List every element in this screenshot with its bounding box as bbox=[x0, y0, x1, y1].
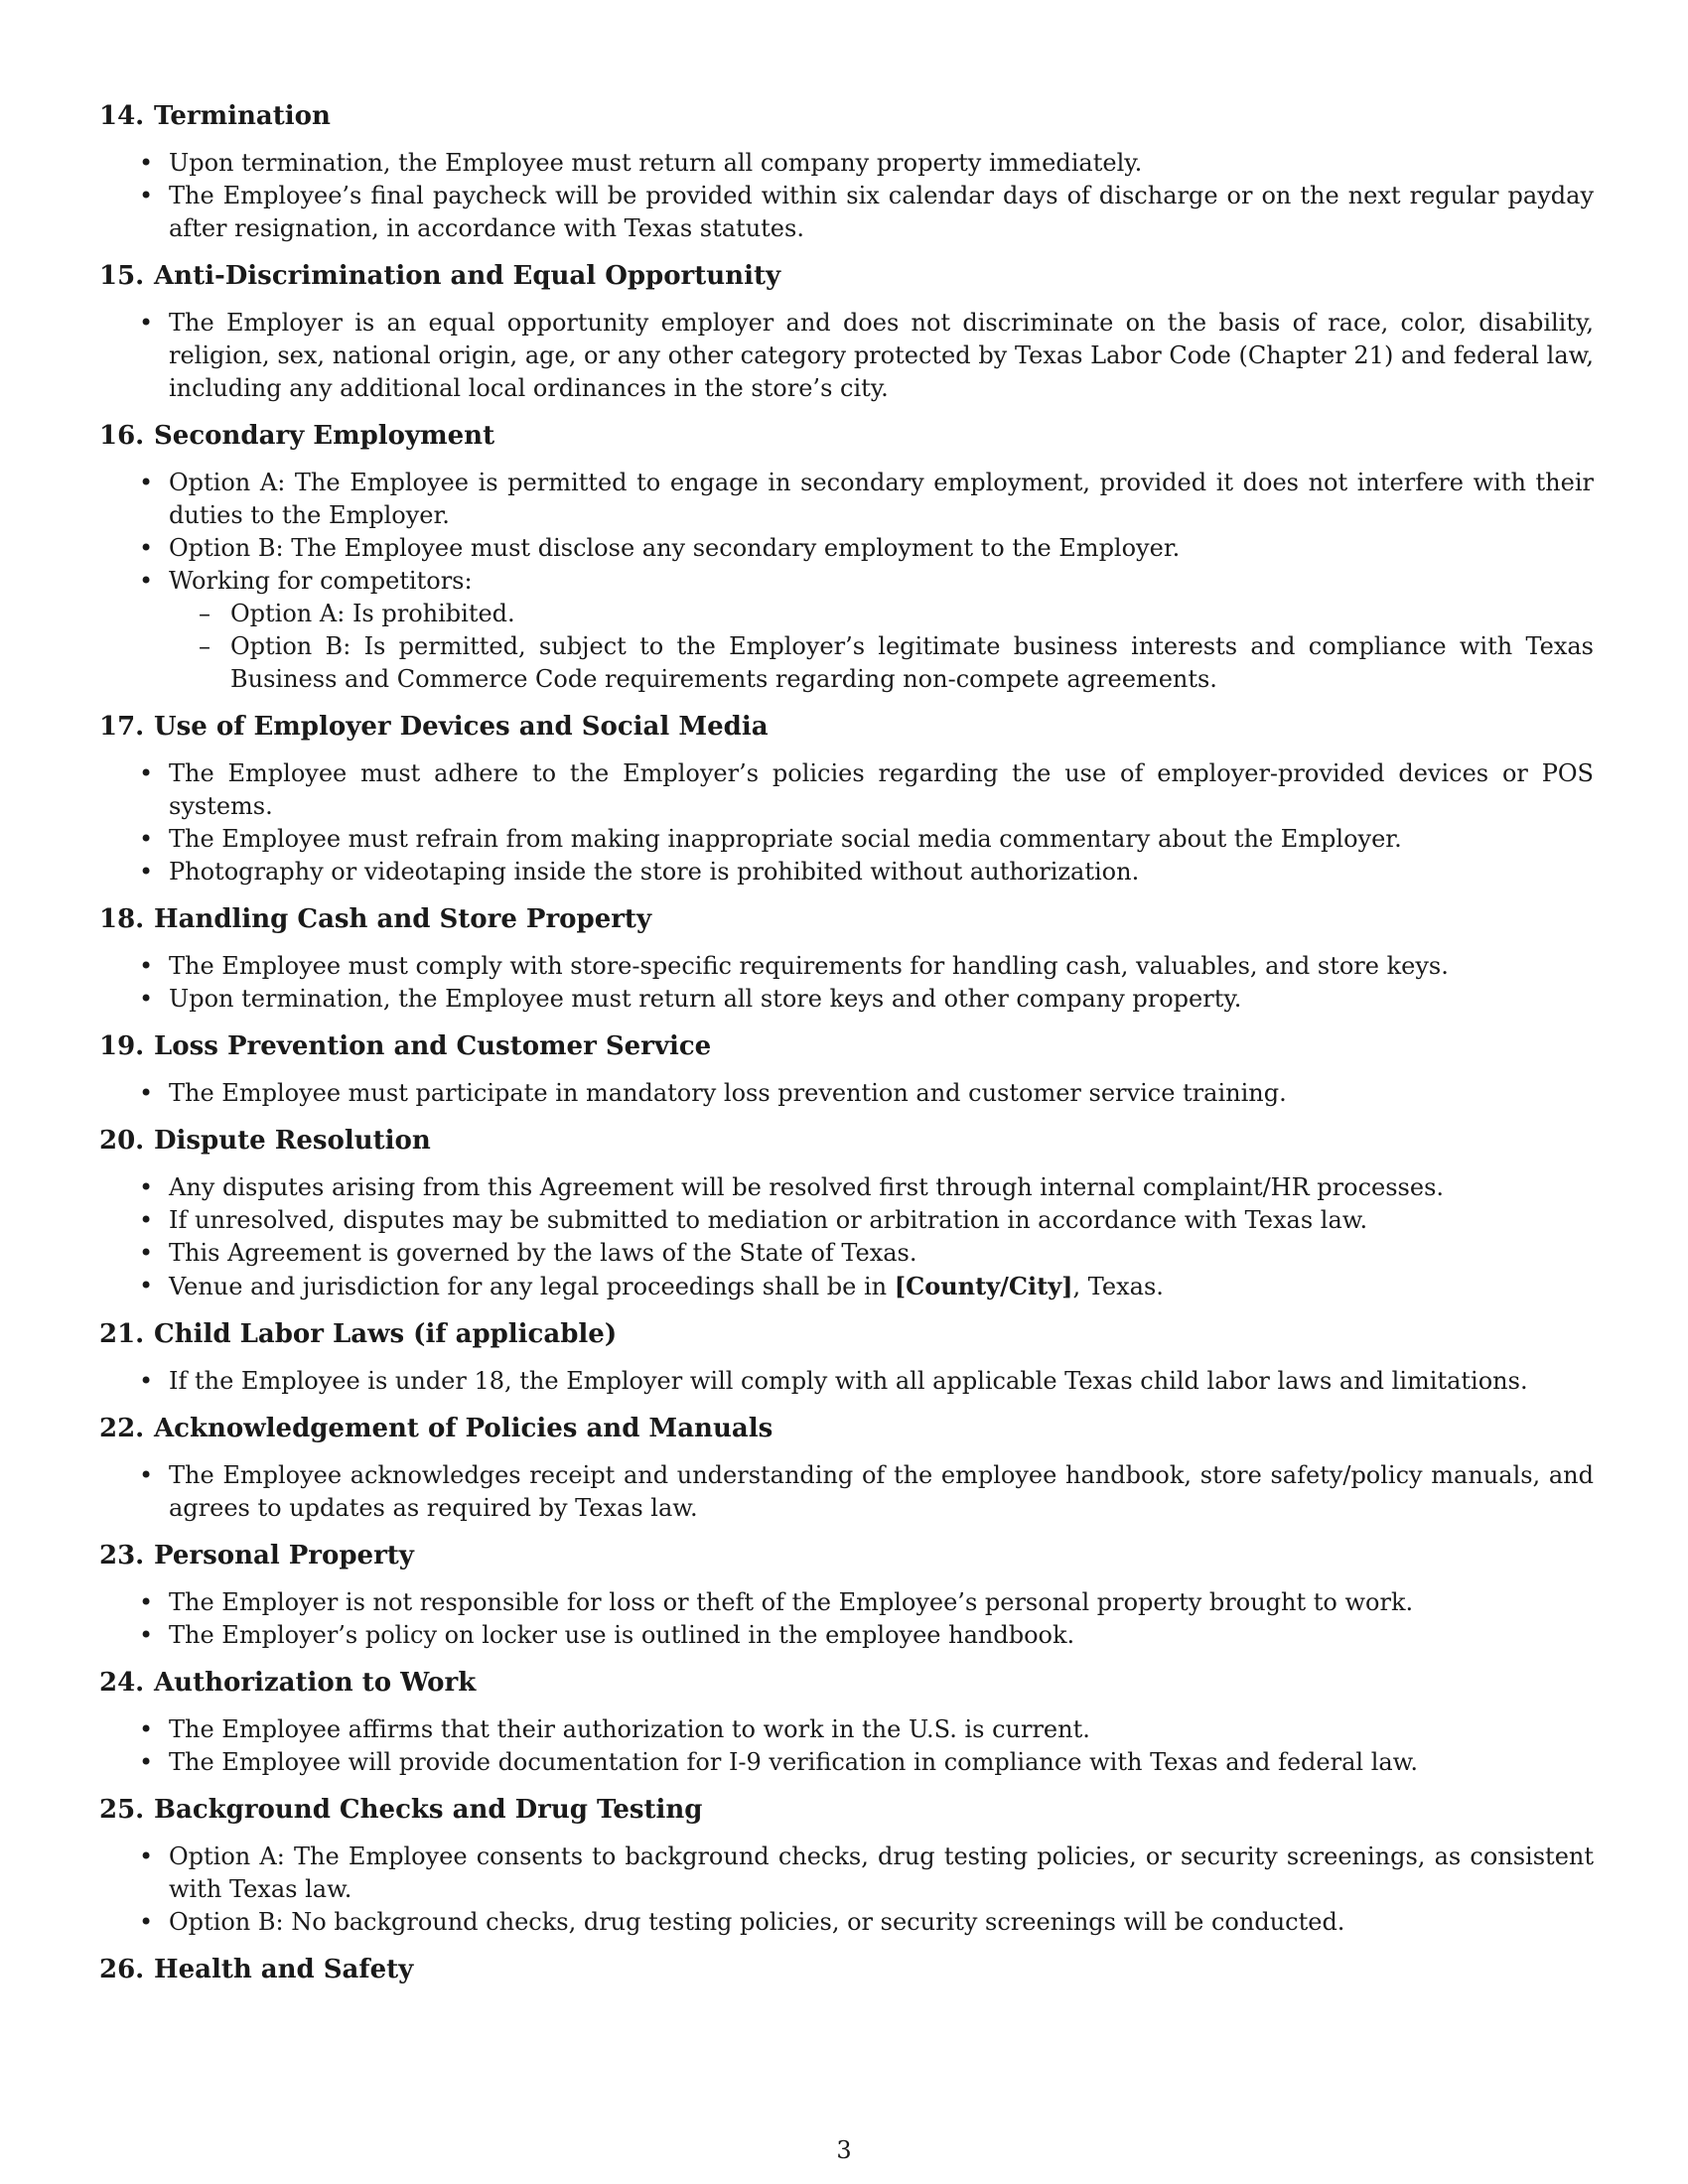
section-heading: 14. Termination bbox=[99, 101, 331, 131]
bullet-icon: • bbox=[139, 1843, 154, 1870]
sub-list-item: – Option A: Is prohibited. bbox=[169, 598, 1594, 630]
page-number: 3 bbox=[836, 2136, 852, 2164]
bullet-icon: • bbox=[139, 1173, 154, 1201]
bullet-icon: • bbox=[139, 149, 154, 177]
list-item: • The Employee will provide documentation for I-9 verification in compliance with Texas and federal law. bbox=[99, 1746, 1594, 1779]
bullet-icon: • bbox=[139, 309, 154, 337]
bullet-list bbox=[99, 757, 1594, 888]
bullet-icon: • bbox=[139, 1239, 154, 1267]
list-item: • The Employee must participate in mandatory loss prevention and customer service training. bbox=[99, 1077, 1594, 1110]
list-item: • Venue and jurisdiction for any legal proceedings shall be in [County/City], Texas. bbox=[139, 1272, 1164, 1300]
bullet-icon: • bbox=[139, 469, 154, 496]
section-heading: 26. Health and Safety bbox=[99, 1955, 414, 1984]
bullet-icon: • bbox=[139, 1748, 154, 1776]
bullet-icon: • bbox=[139, 182, 154, 209]
list-item: • The Employer is an equal opportunity employer and does not discriminate on the basis of race, color, disability, religion, sex, national origin, age, or any other category protected by Texas Labor Code (Chapter 21) and federal law, including any additional local ordinances in the store’s city. bbox=[139, 309, 1594, 402]
county-city-placeholder: [County/City] bbox=[894, 1272, 1073, 1300]
list-item: • Upon termination, the Employee must return all company property immediately. bbox=[99, 147, 1594, 180]
section-heading: 17. Use of Employer Devices and Social Media bbox=[99, 712, 769, 742]
bullet-icon: • bbox=[139, 1272, 154, 1299]
bullet-list bbox=[99, 1459, 1594, 1525]
bullet-icon: • bbox=[139, 985, 154, 1013]
list-item: • Option A: The Employee consents to background checks, drug testing policies, or security screenings, as consistent with Texas law. bbox=[139, 1843, 1594, 1903]
list-item: • The Employee acknowledges receipt and understanding of the employee handbook, store safety/policy manuals, and agrees to updates as required by Texas law. bbox=[139, 1461, 1594, 1522]
bullet-icon: • bbox=[139, 952, 154, 980]
dash-icon: – bbox=[199, 600, 211, 627]
sub-list-item: – Option B: Is permitted, subject to the Employer’s legitimate business interests and compliance with Texas Business and Commerce Code requirements regarding non-compete agreements. bbox=[199, 632, 1594, 693]
bullet-list bbox=[99, 1171, 1594, 1303]
list-item: • This Agreement is governed by the laws of the State of Texas. bbox=[99, 1237, 1594, 1270]
list-item: • The Employee affirms that their authorization to work in the U.S. is current. bbox=[99, 1713, 1594, 1746]
list-item: • If unresolved, disputes may be submitted to mediation or arbitration in accordance with Texas law. bbox=[99, 1204, 1594, 1237]
bullet-list bbox=[99, 950, 1594, 1016]
section-heading: 24. Authorization to Work bbox=[99, 1668, 477, 1698]
bullet-list bbox=[99, 1365, 1594, 1398]
list-item: • The Employee must adhere to the Employer’s policies regarding the use of employer-provided devices or POS systems. bbox=[139, 759, 1594, 820]
list-item: • The Employee must comply with store-specific requirements for handling cash, valuables, and store keys. bbox=[99, 950, 1594, 983]
bullet-list bbox=[99, 1713, 1594, 1779]
bullet-icon: • bbox=[139, 1621, 154, 1649]
bullet-icon: • bbox=[139, 1206, 154, 1234]
section-heading: 16. Secondary Employment bbox=[99, 421, 495, 451]
list-item: • The Employer is not responsible for loss or theft of the Employee’s personal property brought to work. bbox=[99, 1586, 1594, 1619]
section-heading: 18. Handling Cash and Store Property bbox=[99, 904, 652, 934]
section-heading: 19. Loss Prevention and Customer Service bbox=[99, 1031, 712, 1061]
bullet-icon: • bbox=[139, 534, 154, 562]
list-item: • Option A: The Employee is permitted to engage in secondary employment, provided it does not interfere with their duties to the Employer. bbox=[139, 469, 1594, 529]
bullet-icon: • bbox=[139, 567, 154, 595]
dash-icon: – bbox=[199, 632, 211, 660]
bullet-icon: • bbox=[139, 1367, 154, 1395]
list-item: • The Employee’s final paycheck will be provided within six calendar days of discharge or on the next regular payday after resignation, in accordance with Texas statutes. bbox=[139, 182, 1594, 242]
section-heading: 22. Acknowledgement of Policies and Manuals bbox=[99, 1414, 774, 1443]
bullet-icon: • bbox=[139, 858, 154, 886]
list-item: • The Employee must refrain from making inappropriate social media commentary about the Employer. bbox=[99, 823, 1594, 856]
document-page bbox=[99, 99, 1594, 2000]
section-heading: 23. Personal Property bbox=[99, 1541, 414, 1570]
bullet-icon: • bbox=[139, 759, 154, 787]
bullet-icon: • bbox=[139, 1908, 154, 1936]
bullet-icon: • bbox=[139, 1461, 154, 1489]
bullet-list bbox=[99, 1841, 1594, 1939]
bullet-list bbox=[99, 307, 1594, 405]
bullet-icon: • bbox=[139, 1715, 154, 1743]
section-heading: 25. Background Checks and Drug Testing bbox=[99, 1795, 703, 1825]
section-heading: 20. Dispute Resolution bbox=[99, 1126, 431, 1156]
sub-list bbox=[169, 598, 1594, 696]
list-item: • Upon termination, the Employee must return all store keys and other company property. bbox=[99, 983, 1594, 1016]
bullet-icon: • bbox=[139, 825, 154, 853]
list-item: • Option B: The Employee must disclose any secondary employment to the Employer. bbox=[99, 532, 1594, 565]
bullet-list bbox=[99, 467, 1594, 696]
section-heading: 21. Child Labor Laws (if applicable) bbox=[99, 1319, 618, 1349]
bullet-list bbox=[99, 1586, 1594, 1652]
list-item: • Any disputes arising from this Agreement will be resolved first through internal complaint/HR processes. bbox=[99, 1171, 1594, 1204]
list-item: • If the Employee is under 18, the Employer will comply with all applicable Texas child labor laws and limitations. bbox=[99, 1365, 1594, 1398]
list-item: • Option B: No background checks, drug testing policies, or security screenings will be conducted. bbox=[99, 1906, 1594, 1939]
bullet-icon: • bbox=[139, 1588, 154, 1616]
bullet-list bbox=[99, 147, 1594, 245]
list-item: • The Employer’s policy on locker use is outlined in the employee handbook. bbox=[99, 1619, 1594, 1652]
list-item: • Photography or videotaping inside the store is prohibited without authorization. bbox=[99, 856, 1594, 888]
bullet-list bbox=[99, 1077, 1594, 1110]
section-heading: 15. Anti-Discrimination and Equal Opportunity bbox=[99, 261, 781, 291]
bullet-icon: • bbox=[139, 1079, 154, 1107]
list-item: • Working for competitors: – Option A: Is prohibited. – Option B: Is permitted, subject to the Employer’s legitimate business interests and compliance with Texas Business and Commerce Code requirements regarding non-compete agreements. bbox=[99, 565, 1594, 696]
